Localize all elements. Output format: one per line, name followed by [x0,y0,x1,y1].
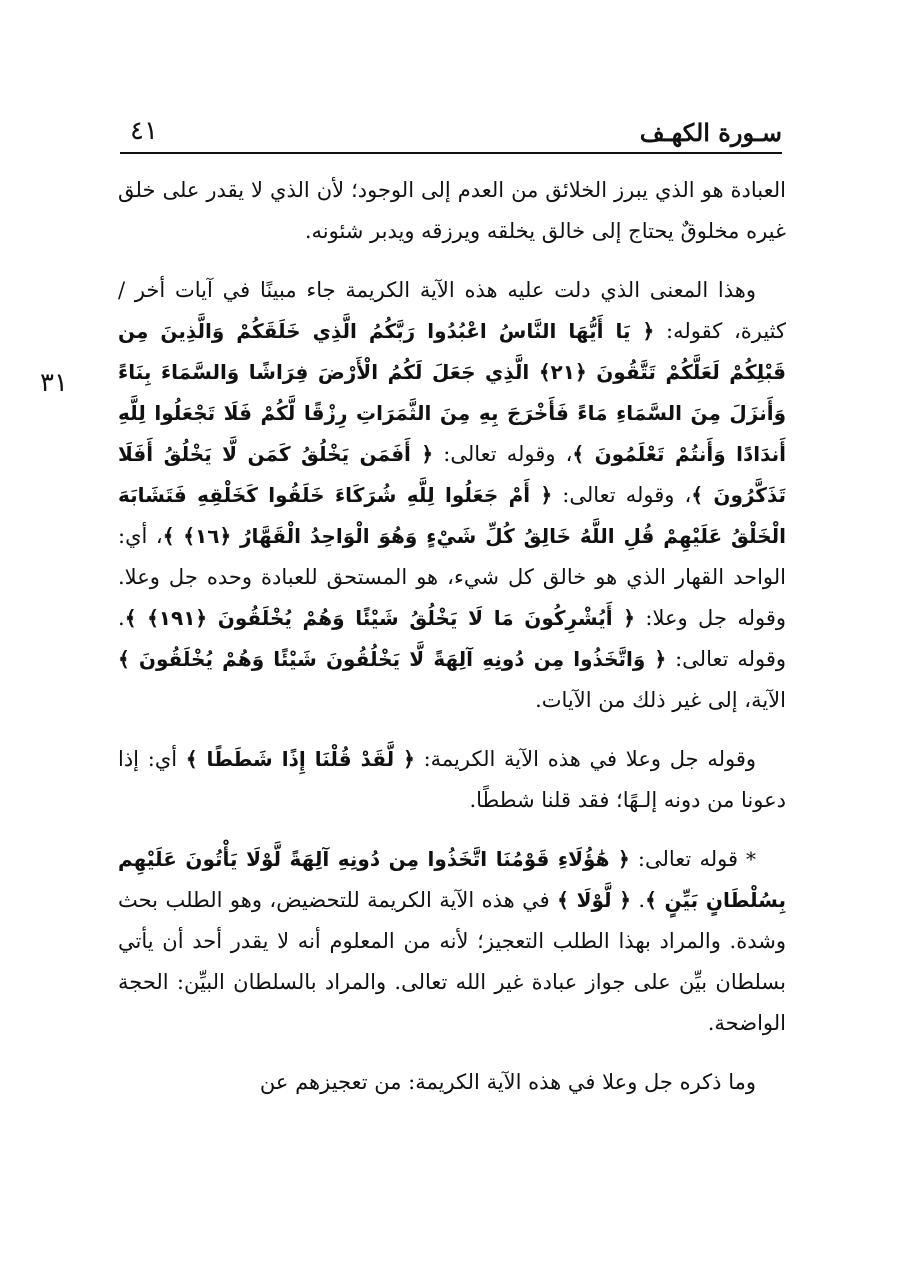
commentary-text: ، وقوله تعالى: [433,442,573,466]
commentary-text: . وقوله تعالى: [118,606,787,671]
quran-verse: ﴿ لَّقَدْ قُلْنَا إِذًا شَطَطًا ﴾ [185,747,415,771]
commentary-text: أي: إذا دعونا من دونه إلـهًا؛ فقد قلنا شططًا. [118,747,786,812]
commentary-text: . [630,888,646,912]
paragraph [118,170,786,252]
quran-verse: ﴿ هَٰؤُلَاءِ قَوْمُنَا اتَّخَذُوا مِن دُونِهِ آلِهَةً لَّوْلَا يَأْتُونَ عَلَيْهِم بِسُلْطَانٍ بَيِّنٍ ﴾ [118,847,787,912]
paragraph [118,1062,786,1103]
quran-verse: ﴿ لَّوْلَا ﴾ [557,888,631,912]
commentary-text: الآية، إلى غير ذلك من الآيات. [535,688,786,712]
commentary-text: وهذا المعنى الذي دلت عليه هذه الآية الكريمة جاء مبينًا في آيات أخر / كثيرة، كقوله: [118,278,786,343]
commentary-text: وقوله جل وعلا في هذه الآية الكريمة: [414,747,757,771]
quran-verse: ﴿ أَفَمَن يَخْلُقُ كَمَن لَّا يَخْلُقُ أَفَلَا تَذَكَّرُونَ ﴾ [118,442,787,507]
surah-title: سـورة الكهـف [639,118,782,147]
quran-verse: ﴿ يَا أَيُّهَا النَّاسُ اعْبُدُوا رَبَّكُمُ الَّذِي خَلَقَكُمْ وَالَّذِينَ مِن قَبْلِكُمْ لَعَلَّكُمْ تَتَّقُونَ ﴿٢١﴾ الَّذِي جَعَلَ لَكُمُ الْأَرْضَ فِرَاشًا وَالسَّمَاءَ بِنَاءً وَأَنزَلَ مِنَ السَّمَاءِ مَاءً فَأَخْرَجَ بِهِ مِنَ الثَّمَرَاتِ رِزْقًا لَّكُمْ فَلَا تَجْعَلُوا لِلَّهِ أَندَادًا وَأَنتُمْ تَعْلَمُونَ ﴾ [118,319,786,466]
commentary-text: في هذه الآية الكريمة للتحضيض، وهو الطلب بحث وشدة. والمراد بهذا الطلب التعجيز؛ لأنه من المعلوم أنه لا يقدر أحد أن يأتي بسلطان بيِّن على جواز عبادة غير الله تعالى. والمراد بالسلطان البيِّن: الحجة الواضحة. [118,888,786,1035]
paragraph [118,739,786,821]
quran-verse: ﴿ وَاتَّخَذُوا مِن دُونِهِ آلِهَةً لَّا يَخْلُقُونَ شَيْئًا وَهُمْ يُخْلَقُونَ ﴾ [118,647,667,671]
commentary-text: ، وقوله تعالى: [552,483,692,507]
commentary-text: وما ذكره جل وعلا في هذه الآية الكريمة: من تعجيزهم عن [259,1070,756,1094]
commentary-text: ، أي: الواحد القهار الذي هو خالق كل شيء، هو المستحق للعبادة وحده جل وعلا. وقوله جل وعلا: [118,524,786,630]
tafsir-body-text [118,170,786,1103]
section-marker: * [738,847,757,871]
paragraph [118,839,786,1044]
paragraph [118,270,786,721]
quran-verse: ﴿ أَمْ جَعَلُوا لِلَّهِ شُرَكَاءَ خَلَقُوا كَخَلْقِهِ فَتَشَابَهَ الْخَلْقُ عَلَيْهِمْ قُلِ اللَّهُ خَالِقُ كُلِّ شَيْءٍ وَهُوَ الْوَاحِدُ الْقَهَّارُ ﴿١٦﴾ ﴾ [118,483,786,548]
commentary-text: العبادة هو الذي يبرز الخلائق من العدم إلى الوجود؛ لأن الذي لا يقدر على خلق غيره مخلوقٌ يحتاج إلى خالق يخلقه ويرزقه ويدبر شئونه. [118,178,786,243]
page-number: ٤١ [130,116,158,146]
margin-reference-number: ٣١ [40,368,68,398]
commentary-text: قوله تعالى: [629,847,739,871]
page-header [120,112,782,154]
quran-verse: ﴿ أَيُشْرِكُونَ مَا لَا يَخْلُقُ شَيْئًا وَهُمْ يُخْلَقُونَ ﴿١٩١﴾ ﴾ [124,606,636,630]
